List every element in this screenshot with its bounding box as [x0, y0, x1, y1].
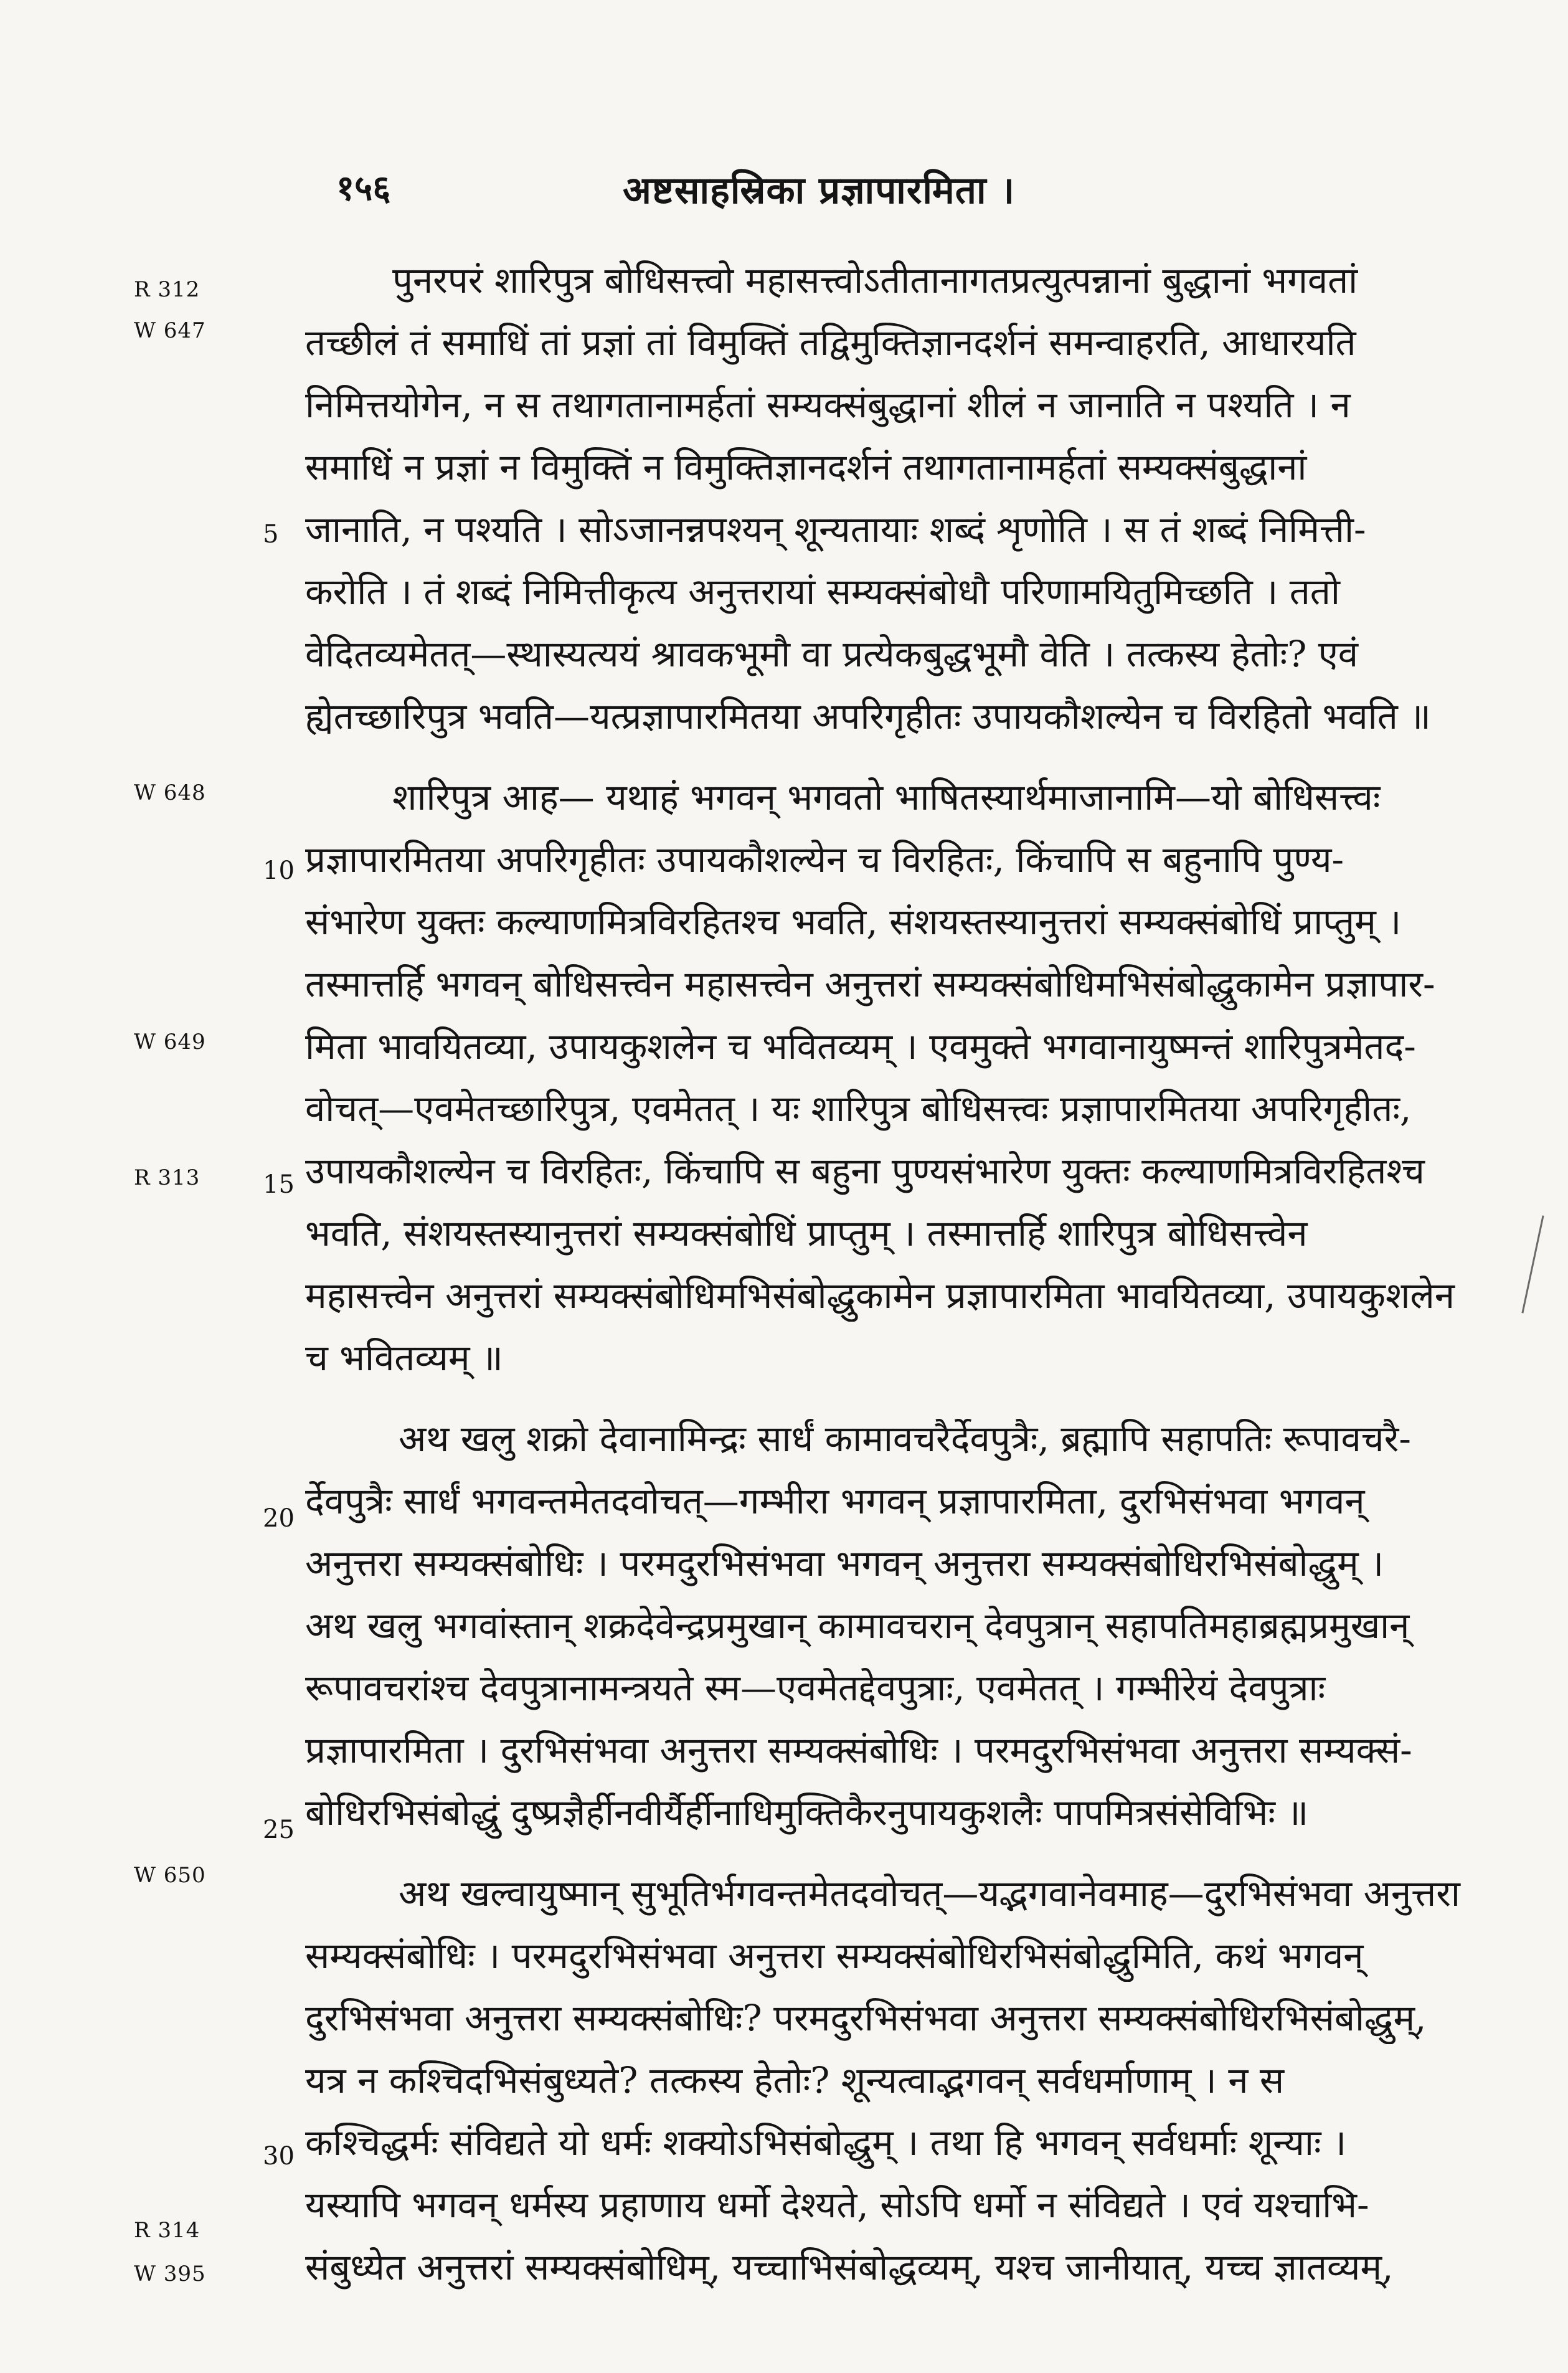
text-line: दुरभिसंभवा अनुत्तरा सम्यक्संबोधिः? परमदुरभिसंभवा अनुत्तरा सम्यक्संबोधिरभिसंबोद्धुम्, [305, 1997, 1427, 2039]
text-line: च भवितव्यम् ॥ [305, 1337, 503, 1379]
text-line: जानाति, न पश्यति । सोऽजानन्नपश्यन् शून्यतायाः शब्दं शृणोति । स तं शब्दं निमित्ती- [305, 508, 1366, 551]
margin-ref: W 650 [134, 1863, 206, 1888]
text-line: कश्चिद्धर्मः संविद्यते यो धर्मः शक्योऽभिसंबोद्धुम् । तथा हि भगवन् सर्वधर्माः शून्याः । [305, 2121, 1347, 2164]
text-line: र्देवपुत्रैः सार्धं भगवन्तमेतदवोचत्—गम्भीरा भगवन् प्रज्ञापारमिता, दुरभिसंभवा भगवन् [305, 1480, 1365, 1522]
margin-mark [1521, 1215, 1544, 1313]
text-line: समाधिं न प्रज्ञां न विमुक्तिं न विमुक्तिज्ञानदर्शनं तथागतानामर्हतां सम्यक्संबुद्धानां [305, 446, 1307, 488]
text-line: प्रज्ञापारमिता । दुरभिसंभवा अनुत्तरा सम्यक्संबोधिः । परमदुरभिसंभवा अनुत्तरा सम्यक्सं- [305, 1729, 1412, 1771]
text-line: अथ खलु शक्रो देवानामिन्द्रः सार्धं कामावचरैर्देवपुत्रैः, ब्रह्मापि सहापतिः रूपावचरै- [399, 1418, 1411, 1460]
text-line: तच्छीलं तं समाधिं तां प्रज्ञां तां विमुक्तिं तद्विमुक्तिज्ञानदर्शनं समन्वाहरति, आधारयति [305, 321, 1356, 364]
text-line: यत्र न कश्चिदभिसंबुध्यते? तत्कस्य हेतोः? शून्यत्वाद्भगवन् सर्वधर्माणाम् । न स [305, 2059, 1285, 2101]
line-number: 15 [263, 1170, 295, 1199]
text-line: निमित्तयोगेन, न स तथागतानामर्हतां सम्यक्संबुद्धानां शीलं न जानाति न पश्यति । न [305, 384, 1351, 426]
margin-ref: R 314 [134, 2218, 201, 2243]
line-number: 5 [263, 520, 279, 549]
text-line: महासत्त्वेन अनुत्तरां सम्यक्संबोधिमभिसंबोद्धुकामेन प्रज्ञापारमिता भावयितव्या, उपायकुशलेन [305, 1274, 1455, 1317]
margin-ref: W 649 [134, 1030, 206, 1054]
line-number: 25 [263, 1816, 295, 1844]
text-line: बोधिरभिसंबोद्धुं दुष्प्रज्ञैर्हीनवीर्यैर्हीनाधिमुक्तिकैरनुपायकुशलैः पापमित्रसंसेविभिः ॥ [305, 1791, 1309, 1834]
margin-ref: W 395 [134, 2262, 206, 2286]
margin-ref: R 312 [134, 277, 201, 302]
line-number: 10 [263, 856, 295, 885]
page-number: १५६ [336, 168, 391, 209]
text-line: रूपावचरांश्च देवपुत्रानामन्त्रयते स्म—एवमेतद्देवपुत्राः, एवमेतत् । गम्भीरेयं देवपुत्राः [305, 1667, 1326, 1709]
margin-ref: R 313 [134, 1165, 201, 1190]
text-line: ह्येतच्छारिपुत्र भवति—यत्प्रज्ञापारमितया अपरिगृहीतः उपायकौशल्येन च विरहितो भवति ॥ [305, 695, 1431, 737]
margin-ref: W 648 [134, 780, 206, 805]
margin-ref: W 647 [134, 318, 206, 343]
text-line: अथ खल्वायुष्मान् सुभूतिर्भगवन्तमेतदवोचत्—यद्भगवानेवमाह—दुरभिसंभवा अनुत्तरा [399, 1872, 1460, 1915]
text-line: शारिपुत्र आह— यथाहं भगवन् भगवतो भाषितस्यार्थमाजानामि—यो बोधिसत्त्वः [392, 776, 1381, 818]
text-line: प्रज्ञापारमितया अपरिगृहीतः उपायकौशल्येन च विरहितः, किंचापि स बहुनापि पुण्य- [305, 838, 1344, 881]
text-line: संबुध्येत अनुत्तरां सम्यक्संबोधिम्, यच्चाभिसंबोद्धव्यम्, यश्च जानीयात्, यच्च ज्ञातव्यम्, [305, 2246, 1394, 2288]
running-title: अष्टसाहस्रिका प्रज्ञापारमिता । [623, 169, 1016, 212]
text-line: सम्यक्संबोधिः । परमदुरभिसंभवा अनुत्तरा सम्यक्संबोधिरभिसंबोद्धुमिति, कथं भगवन् [305, 1935, 1364, 1977]
text-line: मिता भावयितव्या, उपायकुशलेन च भवितव्यम् । एवमुक्ते भगवानायुष्मन्तं शारिपुत्रमेतद- [305, 1025, 1416, 1068]
text-line: करोति । तं शब्दं निमित्तीकृत्य अनुत्तरायां सम्यक्संबोधौ परिणामयितुमिच्छति । ततो [305, 571, 1340, 613]
text-line: वोचत्—एवमेतच्छारिपुत्र, एवमेतत् । यः शारिपुत्र बोधिसत्त्वः प्रज्ञापारमितया अपरिगृहीतः, [305, 1087, 1412, 1130]
line-number: 20 [263, 1504, 295, 1533]
text-line: भवति, संशयस्तस्यानुत्तरां सम्यक्संबोधिं प्राप्तुम् । तस्मात्तर्हि शारिपुत्र बोधिसत्त्वेन [305, 1212, 1308, 1254]
text-line: वेदितव्यमेतत्—स्थास्यत्ययं श्रावकभूमौ वा प्रत्येकबुद्धभूमौ वेति । तत्कस्य हेतोः? एवं [305, 633, 1359, 675]
page-header [0, 163, 1568, 219]
text-line: अथ खलु भगवांस्तान् शक्रदेवेन्द्रप्रमुखान् कामावचरान् देवपुत्रान् सहापतिमहाब्रह्मप्रमुखान् [305, 1604, 1410, 1647]
text-line: यस्यापि भगवन् धर्मस्य प्रहाणाय धर्मो देश्यते, सोऽपि धर्मो न संविद्यते । एवं यश्चाभि- [305, 2184, 1369, 2226]
text-line: अनुत्तरा सम्यक्संबोधिः । परमदुरभिसंभवा भगवन् अनुत्तरा सम्यक्संबोधिरभिसंबोद्धुम् । [305, 1542, 1384, 1584]
text-line: उपायकौशल्येन च विरहितः, किंचापि स बहुना पुण्यसंभारेण युक्तः कल्याणमित्रविरहितश्च [305, 1150, 1425, 1192]
line-number: 30 [263, 2142, 295, 2171]
text-line: पुनरपरं शारिपुत्र बोधिसत्त्वो महासत्त्वोऽतीतानागतप्रत्युत्पन्नानां बुद्धानां भगवतां [392, 259, 1358, 301]
text-line: तस्मात्तर्हि भगवन् बोधिसत्त्वेन महासत्त्वेन अनुत्तरां सम्यक्संबोधिमभिसंबोद्धुकामेन प्रज्ञापार- [305, 963, 1435, 1005]
text-line: संभारेण युक्तः कल्याणमित्रविरहितश्च भवति, संशयस्तस्यानुत्तरां सम्यक्संबोधिं प्राप्तुम् । [305, 901, 1402, 943]
